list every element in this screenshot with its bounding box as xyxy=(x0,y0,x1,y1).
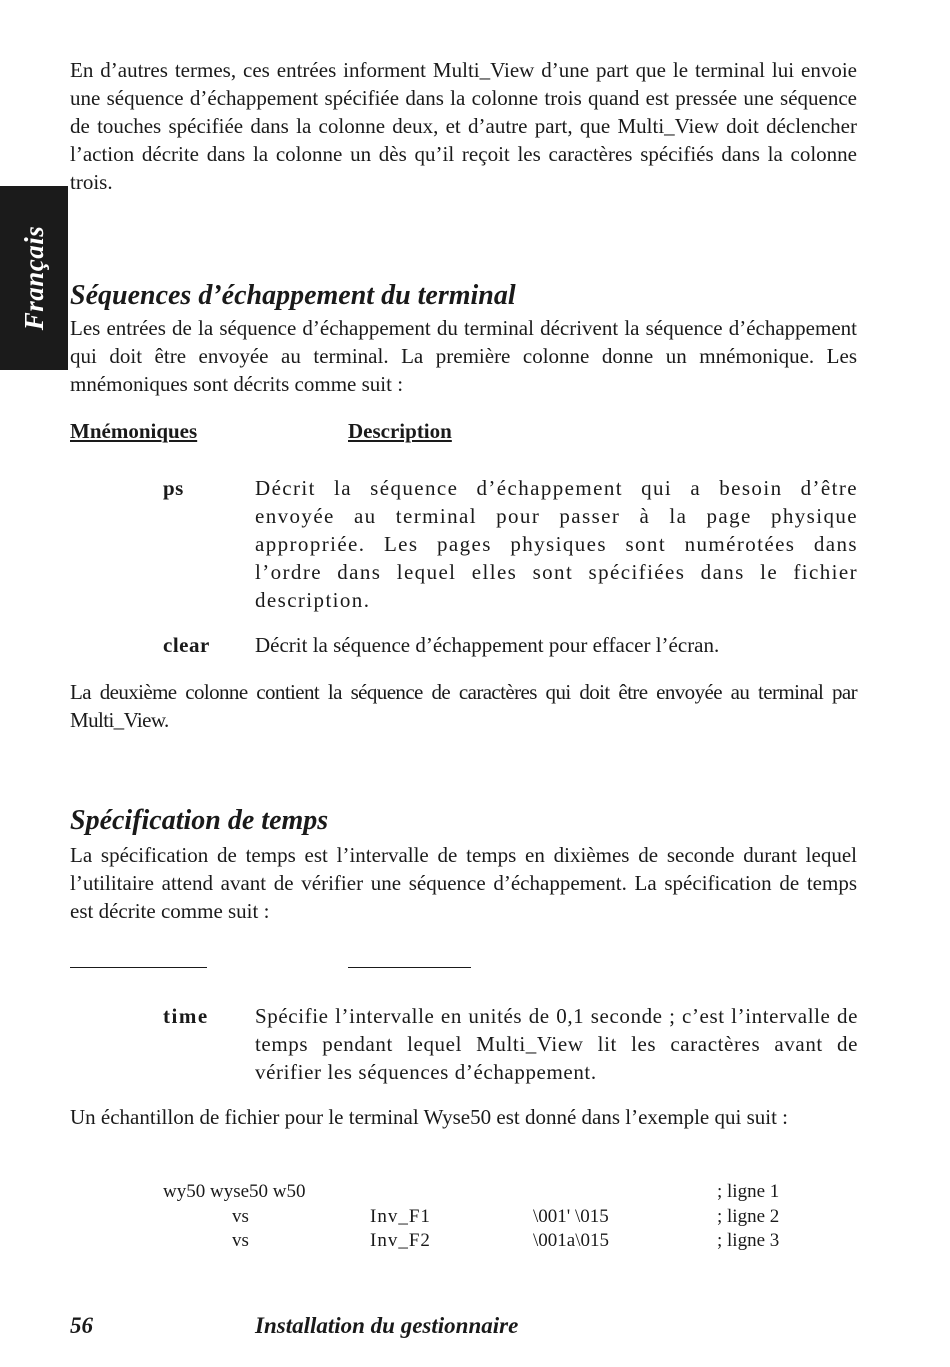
column-rule-left xyxy=(70,967,207,968)
language-tab-label: Français xyxy=(19,225,49,331)
code-row2-col2: Inv_F1 xyxy=(370,1206,431,1227)
term-clear: clear xyxy=(163,633,210,657)
code-row1-comment: ; ligne 1 xyxy=(717,1181,780,1202)
definition-ps: Décrit la séquence d’échappement qui a besoin d’être envoyée au terminal pour passer à la page physique appropriée. Les pages physiques sont numérotées dans l’ordre dans lequel elles sont spécifiées dans le fichier description. xyxy=(255,476,858,612)
code-row3-comment: ; ligne 3 xyxy=(717,1230,780,1251)
column-header-mnemonics: Mnémoniques xyxy=(70,419,198,443)
section1-body: Les entrées de la séquence d’échappement du terminal décrivent la séquence d’échappement qui doit être envoyée au terminal. La première colonne donne un mnémonique. Les mnémoniques sont décrits comme suit : xyxy=(70,316,857,396)
code-row2-col3: \001' \015 xyxy=(533,1206,609,1227)
section2-body: La spécification de temps est l’intervalle de temps en dixièmes de seconde durant lequel l’utilitaire attend avant de vérifier une séquence d’échappement. La spécification de temps est décrite comme suit : xyxy=(70,843,857,923)
code-row3-col1: vs xyxy=(232,1230,249,1251)
page-number: 56 xyxy=(70,1313,93,1338)
intro-paragraph: En d’autres termes, ces entrées informent Multi_View d’une part que le terminal lui envoie une séquence d’échappement spécifiée dans la colonne trois quand est pressée une séquence de touches spécifiée dans la colonne deux, et d’autre part, que Multi_View doit déclencher l’action décrite dans la colonne un dès qu’il reçoit les caractères spécifiés dans la colonne trois. xyxy=(70,58,857,194)
column-header-description: Description xyxy=(348,419,452,443)
definition-clear: Décrit la séquence d’échappement pour effacer l’écran. xyxy=(255,633,720,657)
sample-intro: Un échantillon de fichier pour le terminal Wyse50 est donné dans l’exemple qui suit : xyxy=(70,1105,788,1129)
running-footer-title: Installation du gestionnaire xyxy=(255,1313,519,1338)
code-row2-col1: vs xyxy=(232,1206,249,1227)
code-row2-comment: ; ligne 2 xyxy=(717,1206,780,1227)
term-ps: ps xyxy=(163,476,184,500)
code-row3-col3: \001a\015 xyxy=(533,1230,609,1251)
code-row3-col2: Inv_F2 xyxy=(370,1230,431,1251)
language-tab xyxy=(0,186,68,370)
section-heading-escape-sequences: Séquences d’échappement du terminal xyxy=(70,280,516,311)
code-row1-col1: wy50 wyse50 w50 xyxy=(163,1181,306,1202)
column-rule-right xyxy=(348,967,471,968)
section1-after-paragraph: La deuxième colonne contient la séquence de caractères qui doit être envoyée au terminal par Multi_View. xyxy=(70,680,857,732)
section-heading-time-spec: Spécification de temps xyxy=(70,805,329,836)
term-time: time xyxy=(163,1004,209,1028)
definition-time: Spécifie l’intervalle en unités de 0,1 seconde ; c’est l’intervalle de temps pendant lequel Multi_View lit les caractères avant de vérifier les séquences d’échappement. xyxy=(255,1004,858,1084)
